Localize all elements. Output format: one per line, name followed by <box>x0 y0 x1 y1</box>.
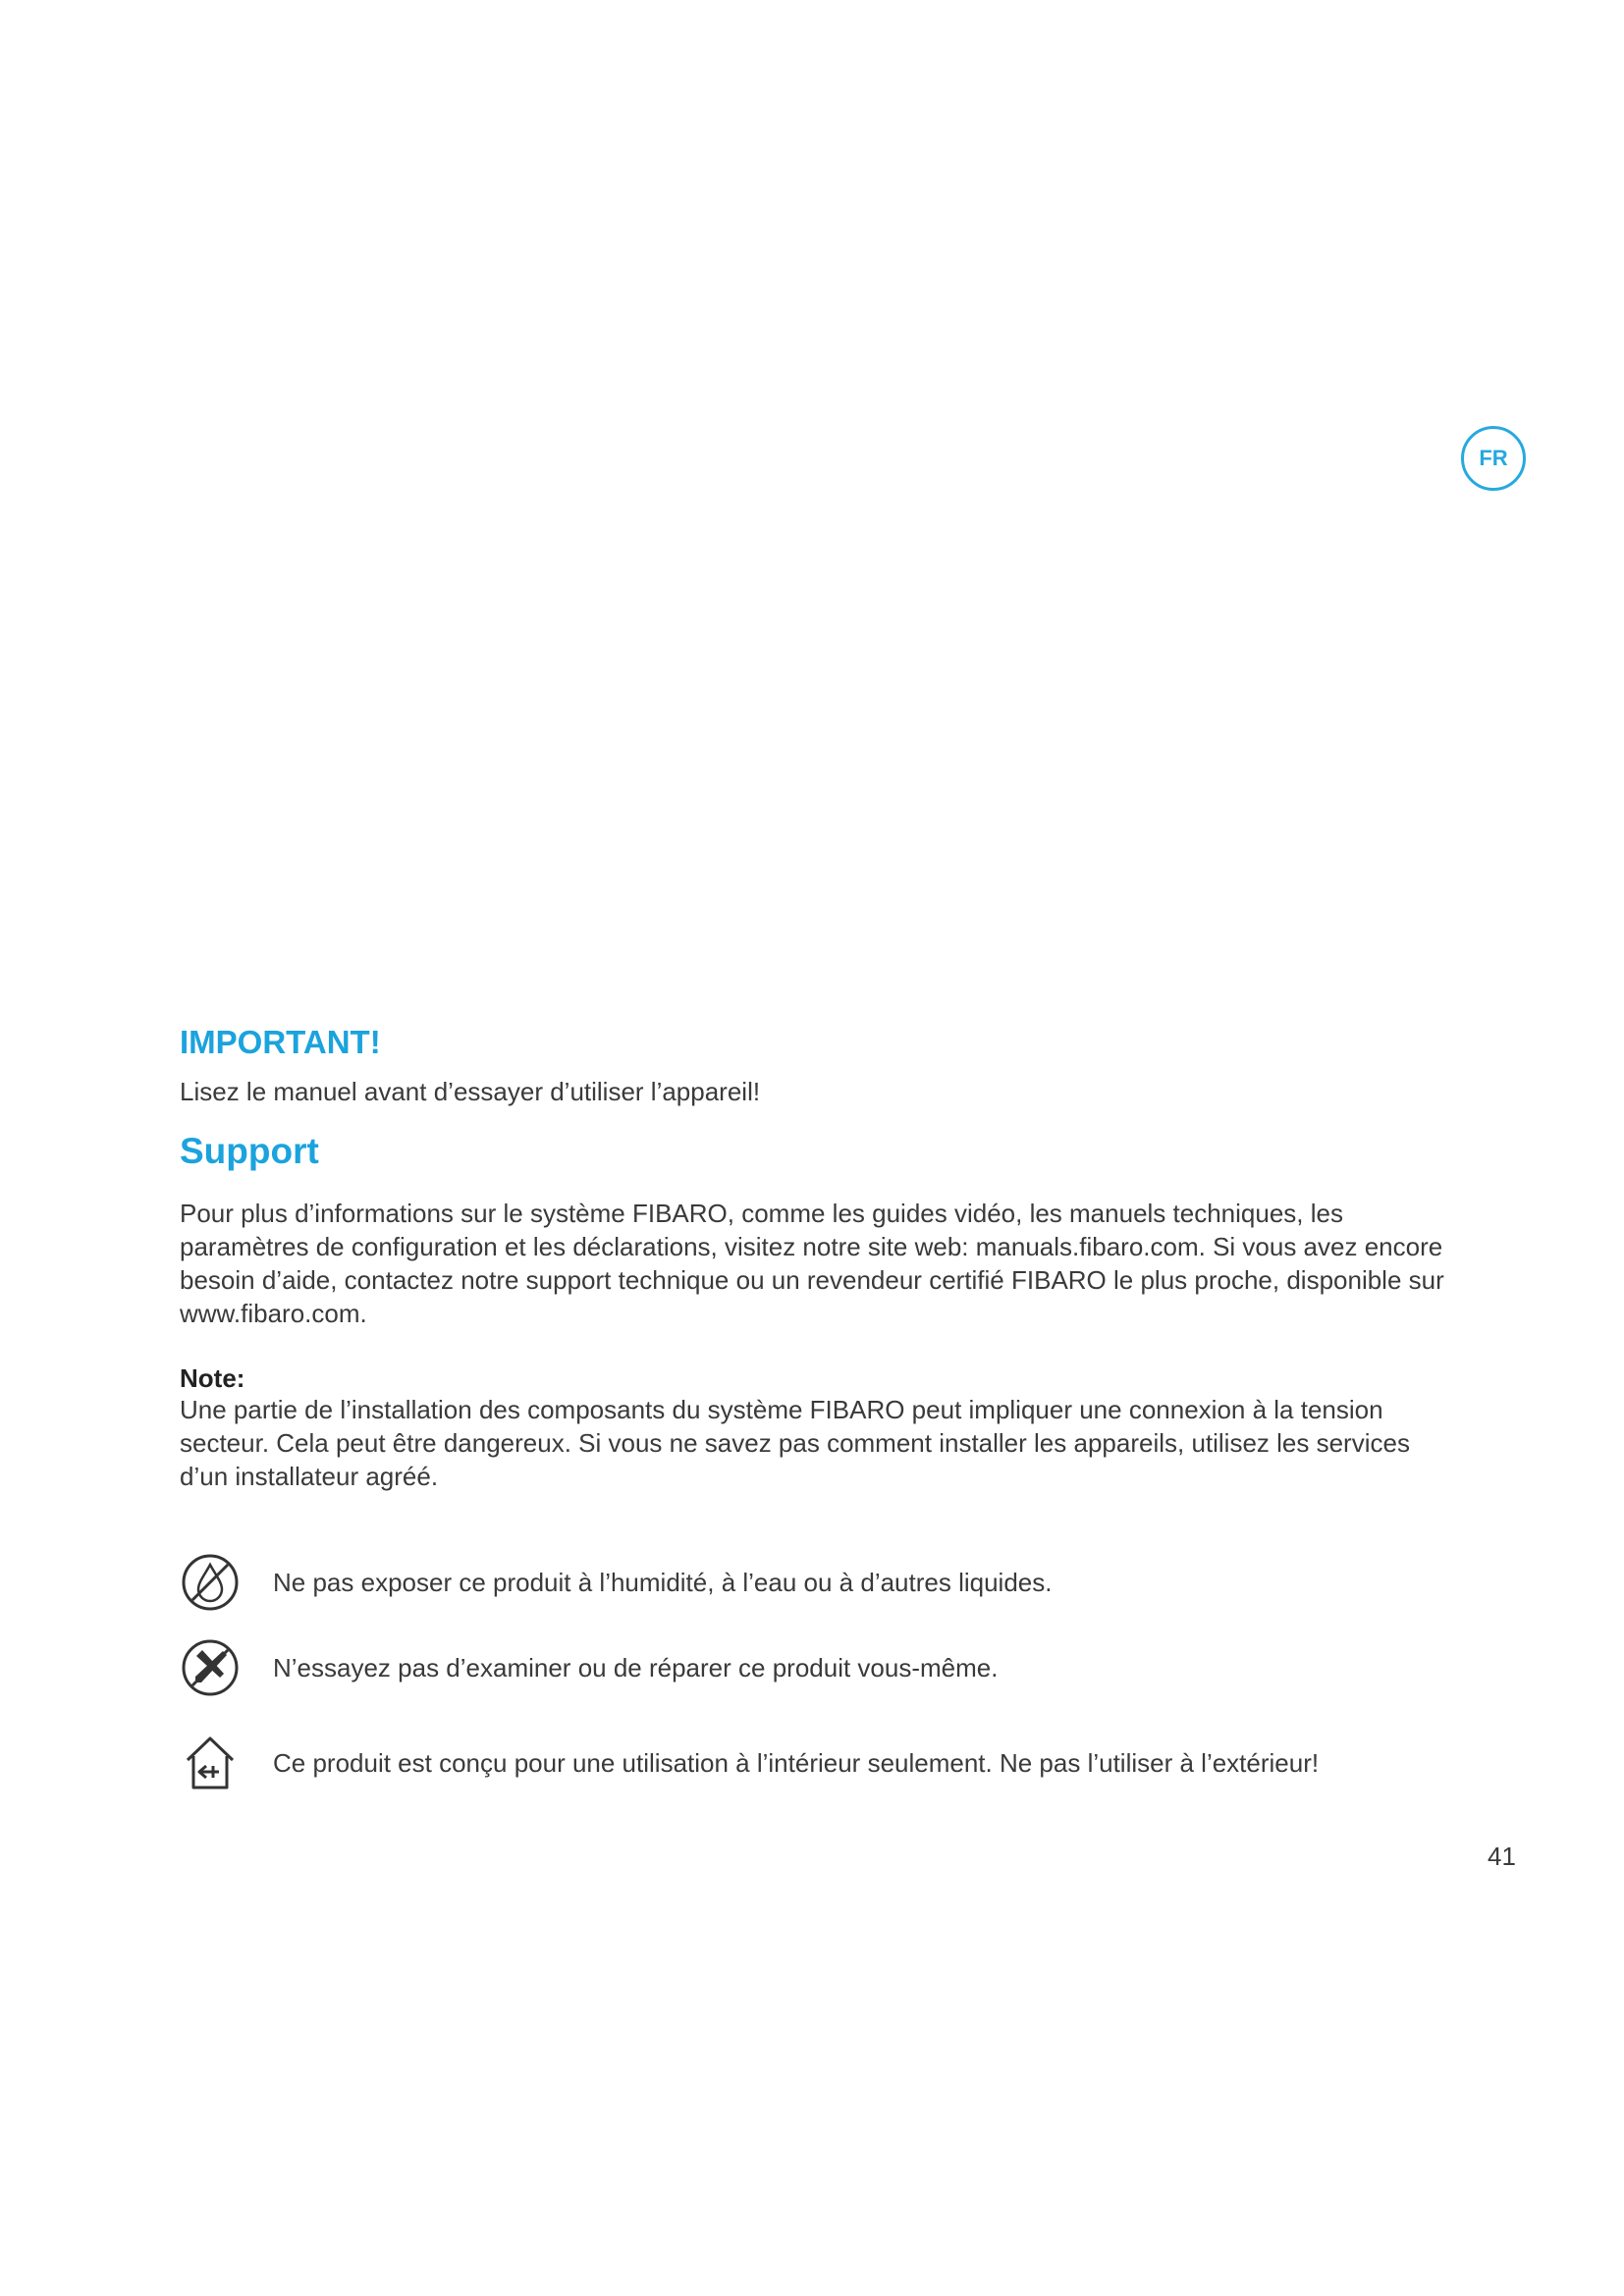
warning-text: Ce produit est conçu pour une utilisation à l’intérieur seulement. Ne pas l’utiliser à l’extérieur! <box>273 1747 1320 1778</box>
page-number: 41 <box>1488 1842 1516 1871</box>
indoor-only-icon <box>180 1733 241 1793</box>
language-badge: FR <box>1461 426 1526 491</box>
note-text: Une partie de l’installation des composants du système FIBARO peut impliquer une connexion à la tension secteur. Cela peut être dangereux. Si vous ne savez pas comment installer les appareils, utilisez les services d’un installateur agréé. <box>180 1395 1410 1491</box>
warning-item <box>180 1733 1319 1793</box>
important-heading: IMPORTANT! <box>180 1024 381 1060</box>
warning-item <box>180 1552 1052 1613</box>
warning-text: N’essayez pas d’examiner ou de réparer ce produit vous-même. <box>273 1652 999 1682</box>
warning-item <box>180 1637 998 1698</box>
warning-text: Ne pas exposer ce produit à l’humidité, à l’eau ou à d’autres liquides. <box>273 1567 1053 1597</box>
no-repair-icon <box>180 1637 241 1698</box>
no-liquid-icon <box>180 1552 241 1613</box>
note-heading: Note: <box>180 1363 245 1393</box>
support-text: Pour plus d’informations sur le système FIBARO, comme les guides vidéo, les manuels techniques, les paramètres de configuration et les déclarations, visitez notre site web: manuals.fibaro.com. Si vous avez encore besoin d’aide, contactez notre support technique ou un revendeur certifié FIBARO le plus proche, disponible sur www.fibaro.com. <box>180 1199 1444 1328</box>
support-heading: Support <box>180 1131 319 1171</box>
important-text: Lisez le manuel avant d’essayer d’utiliser l’appareil! <box>180 1077 761 1106</box>
